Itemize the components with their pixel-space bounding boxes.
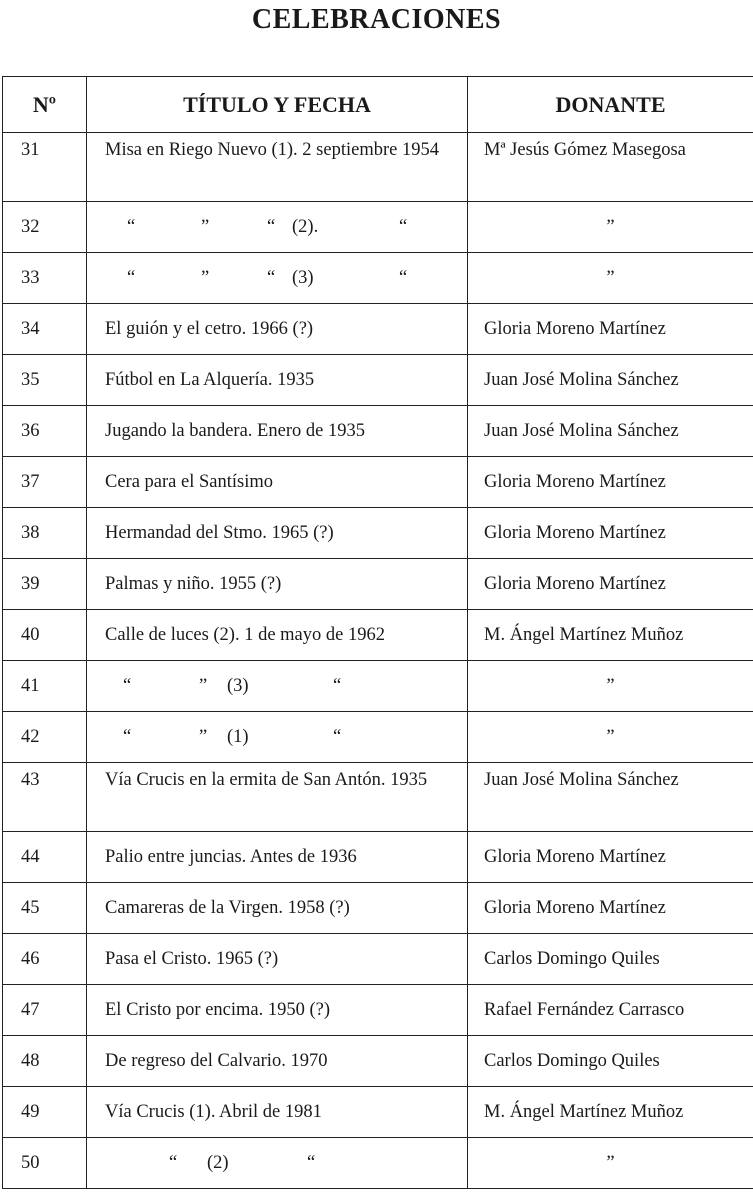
row-donor: Gloria Moreno Martínez — [468, 883, 753, 934]
row-num: 47 — [3, 985, 87, 1036]
row-donor: Gloria Moreno Martínez — [468, 832, 753, 883]
row-donor: Juan José Molina Sánchez — [468, 763, 753, 832]
row-donor: Gloria Moreno Martínez — [468, 457, 753, 508]
page-title: CELEBRACIONES — [251, 4, 502, 35]
donations-table — [2, 76, 753, 1189]
row-title-ditto — [87, 712, 468, 763]
row-donor: Gloria Moreno Martínez — [468, 304, 753, 355]
row-num: 36 — [3, 406, 87, 457]
ditto-suffix: (3) — [292, 267, 314, 288]
row-title: El guión y el cetro. 1966 (?) — [87, 304, 468, 355]
row-donor: ” — [468, 202, 753, 253]
row-donor: M. Ángel Martínez Muñoz — [468, 610, 753, 661]
table-row — [3, 763, 753, 832]
row-num: 48 — [3, 1036, 87, 1087]
row-num: 31 — [3, 133, 87, 202]
row-num: 45 — [3, 883, 87, 934]
ditto-mark: “ — [123, 675, 132, 696]
ditto-mark: “ — [333, 726, 342, 747]
row-title-ditto — [87, 253, 468, 304]
table-row — [3, 1036, 753, 1087]
row-donor: ” — [468, 253, 753, 304]
row-num: 32 — [3, 202, 87, 253]
header-title: TÍTULO Y FECHA — [87, 77, 468, 133]
row-donor: Rafael Fernández Carrasco — [468, 985, 753, 1036]
row-num: 43 — [3, 763, 87, 832]
table-row — [3, 985, 753, 1036]
ditto-mark: “ — [399, 216, 408, 237]
row-title: Pasa el Cristo. 1965 (?) — [87, 934, 468, 985]
ditto-suffix: (2) — [207, 1152, 229, 1173]
row-donor: Carlos Domingo Quiles — [468, 934, 753, 985]
ditto-mark: “ — [123, 726, 132, 747]
table-row — [3, 1087, 753, 1138]
row-title: De regreso del Calvario. 1970 — [87, 1036, 468, 1087]
row-title-ditto — [87, 202, 468, 253]
ditto-mark: ” — [201, 216, 210, 237]
row-title: Jugando la bandera. Enero de 1935 — [87, 406, 468, 457]
row-donor: ” — [468, 712, 753, 763]
table-row — [3, 559, 753, 610]
row-title: Camareras de la Virgen. 1958 (?) — [87, 883, 468, 934]
row-num: 44 — [3, 832, 87, 883]
row-donor: Juan José Molina Sánchez — [468, 355, 753, 406]
table-row — [3, 133, 753, 202]
row-donor: M. Ángel Martínez Muñoz — [468, 1087, 753, 1138]
row-num: 38 — [3, 508, 87, 559]
row-title: Vía Crucis en la ermita de San Antón. 1935 — [87, 763, 468, 832]
table-row — [3, 661, 753, 712]
header-donor: DONANTE — [468, 77, 753, 133]
table-row — [3, 457, 753, 508]
row-num: 34 — [3, 304, 87, 355]
ditto-mark: “ — [307, 1152, 316, 1173]
ditto-mark: “ — [127, 267, 136, 288]
ditto-mark: “ — [127, 216, 136, 237]
row-num: 46 — [3, 934, 87, 985]
table-row — [3, 304, 753, 355]
header-num: Nº — [3, 77, 87, 133]
ditto-mark: “ — [267, 267, 276, 288]
ditto-mark: ” — [199, 675, 208, 696]
row-donor: ” — [468, 1138, 753, 1189]
row-title-ditto — [87, 661, 468, 712]
ditto-mark: “ — [399, 267, 408, 288]
row-donor: Juan José Molina Sánchez — [468, 406, 753, 457]
row-donor: Carlos Domingo Quiles — [468, 1036, 753, 1087]
table-row — [3, 406, 753, 457]
row-num: 49 — [3, 1087, 87, 1138]
ditto-mark: ” — [201, 267, 210, 288]
header-row — [3, 77, 753, 133]
row-title-ditto — [87, 1138, 468, 1189]
row-num: 35 — [3, 355, 87, 406]
row-title: Hermandad del Stmo. 1965 (?) — [87, 508, 468, 559]
row-title: Vía Crucis (1). Abril de 1981 — [87, 1087, 468, 1138]
row-title: Misa en Riego Nuevo (1). 2 septiembre 1954 — [87, 133, 468, 202]
row-num: 39 — [3, 559, 87, 610]
table-row — [3, 934, 753, 985]
row-donor: Mª Jesús Gómez Masegosa — [468, 133, 753, 202]
table-row — [3, 1138, 753, 1189]
row-num: 41 — [3, 661, 87, 712]
row-donor: Gloria Moreno Martínez — [468, 508, 753, 559]
table-row — [3, 832, 753, 883]
table-row — [3, 610, 753, 661]
row-title: El Cristo por encima. 1950 (?) — [87, 985, 468, 1036]
row-num: 37 — [3, 457, 87, 508]
row-title: Palmas y niño. 1955 (?) — [87, 559, 468, 610]
ditto-mark: “ — [333, 675, 342, 696]
table-row — [3, 202, 753, 253]
row-donor: ” — [468, 661, 753, 712]
ditto-mark: ” — [199, 726, 208, 747]
row-donor: Gloria Moreno Martínez — [468, 559, 753, 610]
table-row — [3, 355, 753, 406]
ditto-suffix: (2). — [292, 216, 319, 237]
ditto-suffix: (1) — [227, 726, 249, 747]
table-row — [3, 883, 753, 934]
row-num: 40 — [3, 610, 87, 661]
row-title: Calle de luces (2). 1 de mayo de 1962 — [87, 610, 468, 661]
row-num: 42 — [3, 712, 87, 763]
row-title: Cera para el Santísimo — [87, 457, 468, 508]
table-row — [3, 712, 753, 763]
row-title: Fútbol en La Alquería. 1935 — [87, 355, 468, 406]
row-title: Palio entre juncias. Antes de 1936 — [87, 832, 468, 883]
row-num: 33 — [3, 253, 87, 304]
table-row — [3, 253, 753, 304]
row-num: 50 — [3, 1138, 87, 1189]
ditto-mark: “ — [267, 216, 276, 237]
ditto-mark: “ — [169, 1152, 178, 1173]
ditto-suffix: (3) — [227, 675, 249, 696]
table-row — [3, 508, 753, 559]
